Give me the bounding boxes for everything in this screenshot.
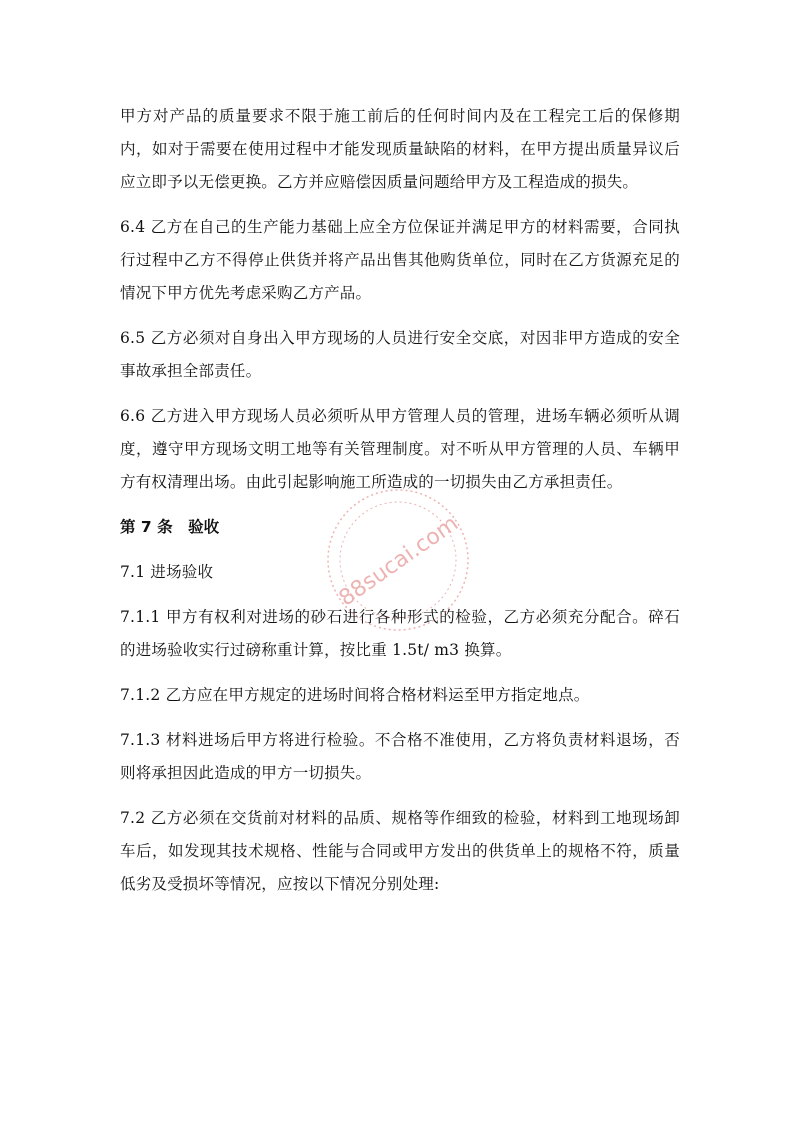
paragraph-6-6: 6.6 乙方进入甲方现场人员必须听从甲方管理人员的管理，进场车辆必须听从调度，遵守甲方现场文明工地等有关管理制度。对不听从甲方管理的人员、车辆甲方有权清理出场。由此引起影响施工所造成的一切损失由乙方承担责任。	[120, 407, 680, 491]
paragraph-7-1: 7.1 进场验收	[120, 563, 214, 581]
paragraph-6-4: 6.4 乙方在自己的生产能力基础上应全方位保证并满足甲方的材料需要，合同执行过程中乙方不得停止供货并将产品出售其他购货单位，同时在乙方货源充足的情况下甲方优先考虑采购乙方产品。	[120, 218, 680, 302]
paragraph-6-5: 6.5 乙方必须对自身出入甲方现场的人员进行安全交底，对因非甲方造成的安全事故承担全部责任。	[120, 329, 680, 380]
paragraph-7-2: 7.2 乙方必须在交货前对材料的品质、规格等作细致的检验，材料到工地现场卸车后，如发现其技术规格、性能与合同或甲方发出的供货单上的规格不符，质量低劣及受损坏等情况，应按以下情况分别处理:	[120, 809, 680, 893]
section-7-heading: 第 7 条 验收	[120, 518, 220, 536]
paragraph-7-1-3: 7.1.3 材料进场后甲方将进行检验。不合格不准使用，乙方将负责材料退场，否则将承担因此造成的甲方一切损失。	[120, 731, 680, 782]
paragraph-7-1-2: 7.1.2 乙方应在甲方规定的进场时间将合格材料运至甲方指定地点。	[120, 686, 590, 704]
paragraph-7-1-1: 7.1.1 甲方有权利对进场的砂石进行各种形式的检验，乙方必须充分配合。碎石的进场验收实行过磅称重计算，按比重 1.5t/ m3 换算。	[120, 608, 680, 659]
paragraph-quality-warranty: 甲方对产品的质量要求不限于施工前后的任何时间内及在工程完工后的保修期内，如对于需要在使用过程中才能发现质量缺陷的材料，在甲方提出质量异议后应立即予以无偿更换。乙方并应赔偿因质量问题给甲方及工程造成的损失。	[120, 107, 680, 191]
watermark-text: 88sucai.com	[334, 511, 463, 612]
